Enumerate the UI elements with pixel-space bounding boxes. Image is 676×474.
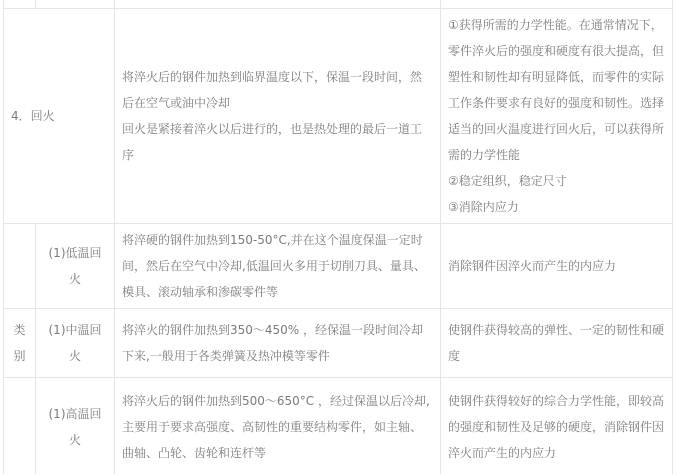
low-temper-row	[4, 223, 673, 308]
high-temper-purpose: 使钢件获得较好的综合力学性能，即较高的强度和韧性及足够的硬度，消除钢件因淬火而产生的内应力	[441, 377, 673, 474]
mid-temper-row	[4, 308, 673, 377]
purpose-item: ③消除内应力	[448, 199, 519, 214]
tempering-main-row	[4, 8, 673, 223]
partial-cell	[4, 0, 36, 8]
tempering-title-cell: 4．回火	[4, 8, 115, 223]
category-empty-cell	[4, 377, 36, 474]
category-empty-cell	[4, 223, 36, 308]
low-temper-purpose: 消除钢件因淬火而产生的内应力	[441, 223, 673, 308]
partial-cell	[115, 0, 441, 8]
category-label-cell: 类别	[4, 308, 36, 377]
mid-temper-purpose: 使钢件获得较高的弹性、一定的韧性和硬度	[441, 308, 673, 377]
tempering-process-cell	[115, 8, 441, 223]
mid-temper-name: (1)中温回火	[36, 308, 115, 377]
partial-top-row	[4, 0, 673, 8]
tempering-table	[3, 0, 673, 474]
high-temper-process: 将淬火后的钢件加热到500～650°C ，经过保温以后冷却,主要用于要求高强度、高韧性的重要结构零件，如主轴、曲轴、凸轮、齿轮和连杆等	[115, 377, 441, 474]
tempering-purpose-cell	[441, 8, 673, 223]
partial-cell	[36, 0, 115, 8]
mid-temper-process: 将淬火的钢件加热到350～450% ，经保温一段时间冷却下来,一般用于各类弹簧及热冲模等零件	[115, 308, 441, 377]
low-temper-process: 将淬硬的钢件加热到150-50°C,并在这个温度保温一定时间，然后在空气中冷却,低温回火多用于切削刀具、量具、模具、滚动轴承和渗碳零件等	[115, 223, 441, 308]
process-paragraph: 回火是紧接着淬火以后进行的，也是热处理的最后一道工序	[122, 121, 423, 162]
process-paragraph: 将淬火后的钢件加热到临界温度以下，保温一段时间，然后在空气或油中冷却	[122, 69, 423, 110]
partial-cell	[441, 0, 673, 8]
purpose-item: ①获得所需的力学性能。在通常情况下，零件淬火后的强度和硬度有很大提高，但塑性和韧性却有明显降低，而零件的实际工作条件要求有良好的强度和韧性。选择适当的回火温度进行回火后，可以获得所需的力学性能	[448, 17, 665, 162]
high-temper-row	[4, 377, 673, 474]
high-temper-name: (1)高温回火	[36, 377, 115, 474]
purpose-item: ②稳定组织，稳定尺寸	[448, 173, 567, 188]
low-temper-name: (1)低温回火	[36, 223, 115, 308]
